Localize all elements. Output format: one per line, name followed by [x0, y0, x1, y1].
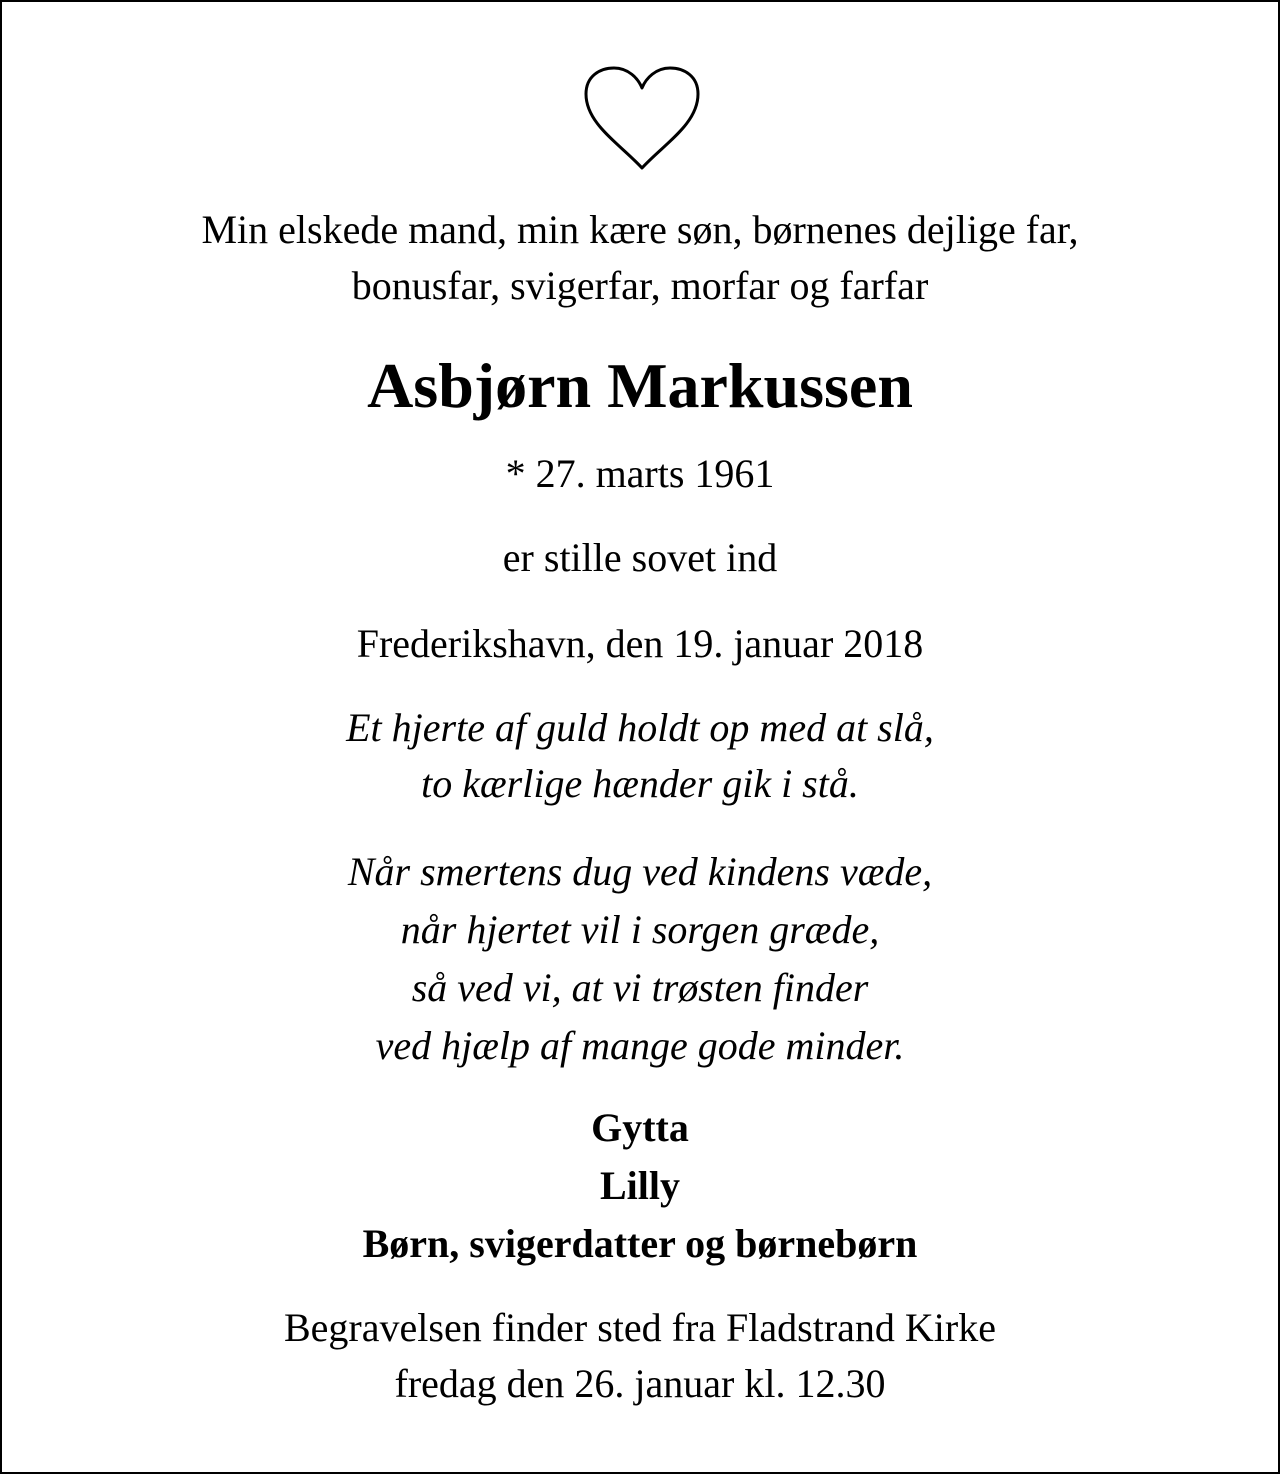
place-date: Frederikshavn, den 19. januar 2018 [356, 621, 924, 666]
verse1-line-1: Et hjerte af guld holdt op med at slå, [346, 705, 934, 750]
signature-2: Lilly [599, 1163, 681, 1208]
intro-line-1: Min elskede mand, min kære søn, børnenes dejlige far, [201, 207, 1079, 252]
signature-1: Gytta [591, 1105, 689, 1150]
heart-icon [582, 64, 702, 174]
verse2-line-4: ved hjælp af mange gode minder. [375, 1023, 905, 1068]
verse2-line-3: så ved vi, at vi trøsten finder [411, 965, 869, 1010]
deceased-name: Asbjørn Markussen [367, 350, 913, 421]
signature-3: Børn, svigerdatter og børnebørn [362, 1221, 918, 1266]
funeral-line-2: fredag den 26. januar kl. 12.30 [394, 1361, 886, 1406]
funeral-line-1: Begravelsen finder sted fra Fladstrand Kirke [284, 1305, 996, 1350]
verse2-line-1: Når smertens dug ved kindens væde, [347, 849, 933, 894]
birth-date: * 27. marts 1961 [505, 451, 775, 496]
intro-line-2: bonusfar, svigerfar, morfar og farfar [351, 263, 929, 308]
passed-text: er stille sovet ind [502, 535, 778, 580]
verse2-line-2: når hjertet vil i sorgen græde, [400, 907, 880, 952]
verse1-line-2: to kærlige hænder gik i stå. [421, 761, 859, 806]
